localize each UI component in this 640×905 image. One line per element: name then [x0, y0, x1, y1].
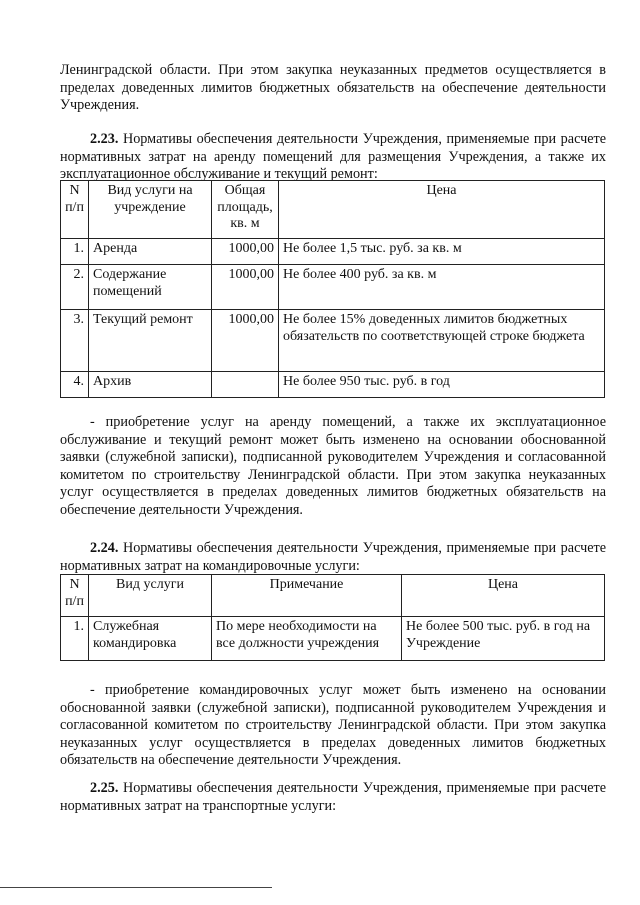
section-2-24-note: - приобретение командировочных услуг может быть изменено на основании обоснованной заявки (служебной записки), подписанной руководителем Учреждения и согласованной комитетом по строительству Ленинградской области. При этом закупка неуказанных услуг осуществляется в пределах доведенных лимитов бюджетных обязательств на обеспечение деятельности Учреждения.: [60, 682, 606, 768]
row-price: Не более 500 тыс. руб. в год на Учреждение: [402, 617, 605, 661]
table-row: [61, 265, 605, 310]
section-2-23-paragraph: [60, 131, 606, 184]
row-price: Не более 1,5 тыс. руб. за кв. м: [279, 239, 605, 265]
travel-norms-table: [60, 574, 605, 661]
table-header-row: [61, 575, 605, 617]
row-service: Текущий ремонт: [89, 310, 212, 372]
section-2-24-text: Нормативы обеспечения деятельности Учреждения, применяемые при расчете нормативных затрат на командировочные услуги:: [60, 540, 607, 574]
header-area: Общая площадь, кв. м: [212, 181, 279, 239]
table-header-row: [61, 181, 605, 239]
row-number: 4.: [61, 372, 89, 398]
row-area: [212, 372, 279, 398]
table-row: [61, 372, 605, 398]
table-row: [61, 617, 605, 661]
header-number: N п/п: [61, 575, 89, 617]
header-service-type: Вид услуги на учреждение: [89, 181, 212, 239]
header-service-type: Вид услуги: [89, 575, 212, 617]
footnote-divider: [0, 887, 272, 888]
section-2-24-number: 2.24.: [90, 540, 119, 556]
section-2-25-text: Нормативы обеспечения деятельности Учреждения, применяемые при расчете нормативных затрат на транспортные услуги:: [60, 780, 607, 814]
rent-norms-table: [60, 180, 605, 398]
table-row: [61, 239, 605, 265]
section-2-23-text: Нормативы обеспечения деятельности Учреждения, применяемые при расчете нормативных затрат на аренду помещений для размещения Учреждения, а также их эксплуатационное обслуживание и текущий ремонт:: [60, 131, 607, 182]
header-price: Цена: [402, 575, 605, 617]
section-2-23-number: 2.23.: [90, 131, 119, 147]
row-number: 3.: [61, 310, 89, 372]
row-area: 1000,00: [212, 265, 279, 310]
row-service: Архив: [89, 372, 212, 398]
section-2-25-number: 2.25.: [90, 780, 119, 796]
row-area: 1000,00: [212, 239, 279, 265]
row-number: 1.: [61, 239, 89, 265]
row-service: Служебная командировка: [89, 617, 212, 661]
header-price: Цена: [279, 181, 605, 239]
header-note: Примечание: [212, 575, 402, 617]
header-number: N п/п: [61, 181, 89, 239]
row-service: Содержание помещений: [89, 265, 212, 310]
row-area: 1000,00: [212, 310, 279, 372]
section-2-23-note: - приобретение услуг на аренду помещений, а также их эксплуатационное обслуживание и текущий ремонт может быть изменено на основании обоснованной заявки (служебной записки), подписанной руководителем Учреждения и согласованной комитетом по строительству Ленинградской области. При этом закупка неуказанных услуг осуществляется в пределах доведенных лимитов бюджетных обязательств на обеспечение деятельности Учреждения.: [60, 414, 606, 518]
row-number: 2.: [61, 265, 89, 310]
row-price: Не более 950 тыс. руб. в год: [279, 372, 605, 398]
row-price: Не более 400 руб. за кв. м: [279, 265, 605, 310]
table-row: [61, 310, 605, 372]
row-service: Аренда: [89, 239, 212, 265]
row-price: Не более 15% доведенных лимитов бюджетных обязательств по соответствующей строке бюджета: [279, 310, 605, 372]
row-note: По мере необходимости на все должности учреждения: [212, 617, 402, 661]
section-2-24-paragraph: [60, 540, 606, 575]
row-number: 1.: [61, 617, 89, 661]
section-2-25-paragraph: [60, 780, 606, 815]
intro-paragraph: Ленинградской области. При этом закупка неуказанных предметов осуществляется в пределах доведенных лимитов бюджетных обязательств на обеспечение деятельности Учреждения.: [60, 62, 606, 113]
